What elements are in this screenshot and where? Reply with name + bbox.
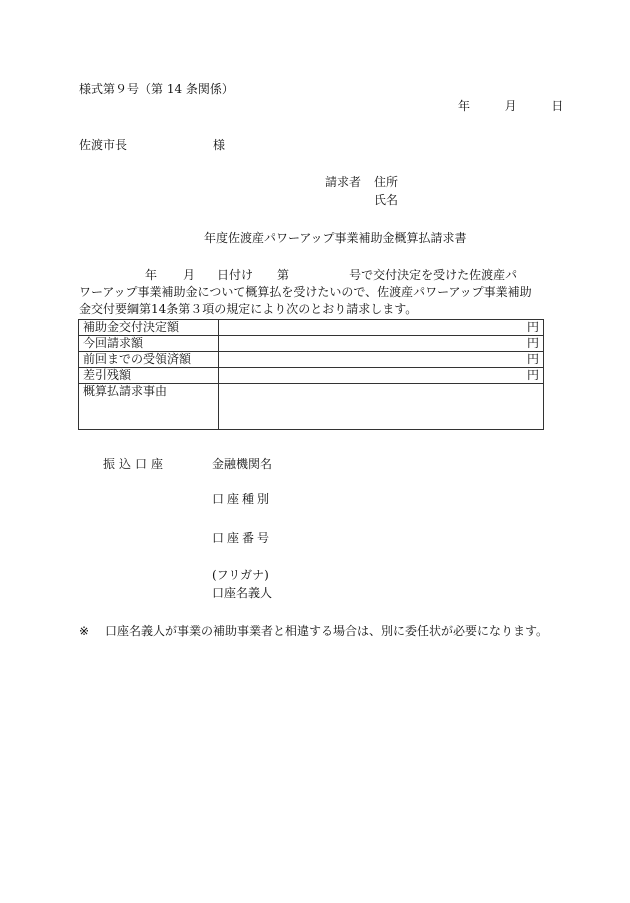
body-date-suffix: 日付け — [217, 268, 254, 282]
note-text: 口座名義人が事業の補助事業者と相違する場合は、別に委任状が必要になります。 — [105, 624, 549, 638]
addressee-honorific: 様 — [213, 138, 226, 152]
date-line — [458, 99, 563, 113]
account-type-label: 口座種別 — [212, 492, 273, 506]
requester-address-label: 住所 — [374, 175, 399, 189]
requester-name-label: 氏名 — [374, 193, 399, 207]
form-number: 様式第９号（第 14 条関係） — [79, 82, 234, 96]
footnote — [79, 624, 548, 638]
furigana-label: (フリガナ) — [212, 568, 269, 582]
reason-label: 概算払請求事由 — [79, 384, 219, 430]
table-row — [79, 352, 544, 368]
account-number-label: 口座番号 — [212, 531, 273, 545]
body-year: 年 — [145, 268, 158, 282]
paragraph-line-1 — [79, 267, 547, 284]
row-label: 補助金交付決定額 — [79, 320, 219, 336]
row-label: 前回までの受領済額 — [79, 352, 219, 368]
document-title: 年度佐渡産パワーアップ事業補助金概算払請求書 — [204, 231, 467, 245]
row-value-cell[interactable]: 円 — [219, 352, 544, 368]
bank-account-title: 振込口座 — [103, 457, 168, 471]
bank-institution-label: 金融機関名 — [212, 457, 273, 471]
addressee — [79, 138, 226, 152]
body-line1-rest: 号で交付決定を受けた佐渡産パ — [349, 268, 518, 282]
request-paragraph — [79, 267, 547, 318]
account-holder-label: 口座名義人 — [212, 586, 273, 600]
addressee-name: 佐渡市長 — [79, 138, 128, 152]
row-label: 今回請求額 — [79, 336, 219, 352]
amounts-table — [78, 319, 544, 430]
date-day: 日 — [551, 99, 564, 113]
body-number-prefix: 第 — [277, 268, 290, 282]
reason-row — [79, 384, 544, 430]
date-year: 年 — [458, 99, 471, 113]
row-value-cell[interactable]: 円 — [219, 320, 544, 336]
table-row — [79, 368, 544, 384]
table-row — [79, 336, 544, 352]
body-month: 月 — [183, 268, 196, 282]
date-month: 月 — [504, 99, 517, 113]
requester-label: 請求者 — [325, 175, 362, 189]
requester-address-line — [325, 175, 399, 189]
table-row — [79, 320, 544, 336]
paragraph-line-3: 金交付要綱第14条第３項の規定により次のとおり請求します。 — [79, 302, 418, 316]
row-value-cell[interactable]: 円 — [219, 336, 544, 352]
row-value-cell[interactable]: 円 — [219, 368, 544, 384]
reason-value-cell[interactable] — [219, 384, 544, 430]
paragraph-line-2: ワーアップ事業補助金について概算払を受けたいので、佐渡産パワーアップ事業補助 — [79, 285, 532, 299]
row-label: 差引残額 — [79, 368, 219, 384]
note-mark: ※ — [79, 624, 90, 638]
